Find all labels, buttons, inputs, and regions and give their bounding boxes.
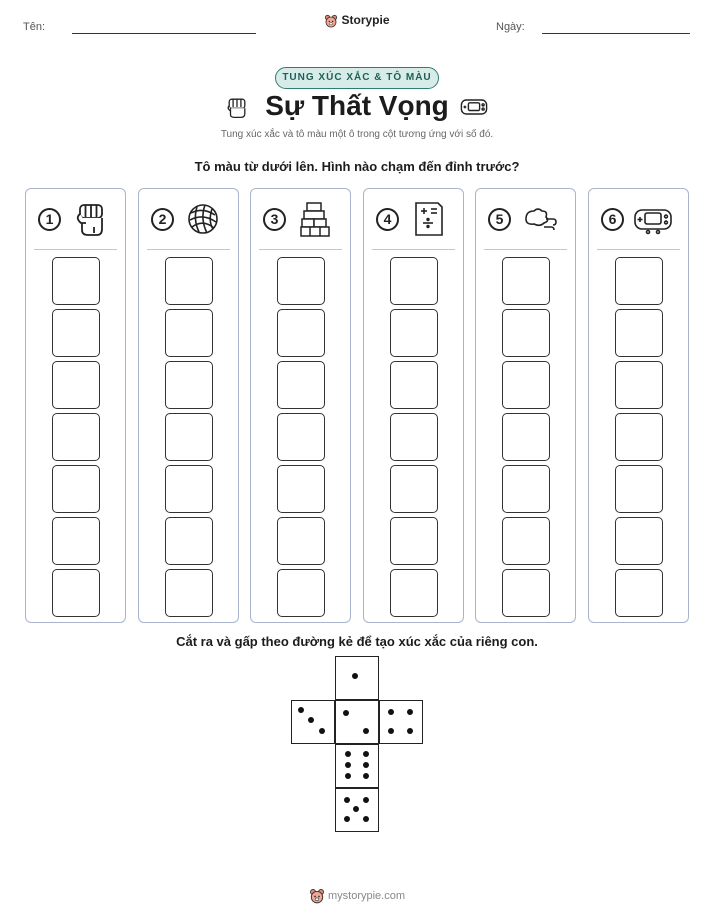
color-box[interactable] [615,257,663,305]
column-header [589,189,688,247]
color-box[interactable] [52,361,100,409]
bear-icon [309,888,325,904]
color-box[interactable] [165,309,213,357]
column-header [251,189,350,247]
die-pip [344,797,350,803]
math-worksheet-icon [408,199,448,239]
column-number: 5 [488,208,511,231]
color-box[interactable] [390,413,438,461]
dice-instruction: Cắt ra và gấp theo đường kẻ để tạo xúc xắc của riêng con. [176,634,538,649]
color-box[interactable] [615,361,663,409]
die-pip [363,751,369,757]
column-header [476,189,575,247]
column-number: 1 [38,208,61,231]
name-line [72,33,256,34]
die-face-6 [335,744,379,788]
column-2 [138,188,239,623]
color-box[interactable] [165,361,213,409]
page-subtitle: Tung xúc xắc và tô màu một ô trong cột tương ứng với số đó. [220,129,494,140]
color-box[interactable] [165,569,213,617]
die-pip [345,773,351,779]
color-box[interactable] [52,309,100,357]
name-label: Tên: [23,21,46,33]
die-pip [345,762,351,768]
color-box[interactable] [390,465,438,513]
die-pip [352,673,358,679]
color-box[interactable] [615,309,663,357]
wind-icon [520,199,560,239]
yarn-ball-icon [183,199,223,239]
color-box[interactable] [52,413,100,461]
color-box[interactable] [277,569,325,617]
footer-url[interactable]: mystorypie.com [327,889,406,902]
page-title: Sự Thất Vọng [265,90,449,121]
die-pip [407,728,413,734]
color-box[interactable] [277,257,325,305]
color-box[interactable] [52,517,100,565]
die-pip [343,710,349,716]
color-box[interactable] [502,309,550,357]
column-3 [250,188,351,623]
column-1 [25,188,126,623]
column-divider [372,249,455,250]
color-box[interactable] [52,569,100,617]
die-pip [363,773,369,779]
die-pip [353,806,359,812]
color-box[interactable] [165,413,213,461]
die-pip [407,709,413,715]
die-pip [363,797,369,803]
die-pip [345,751,351,757]
stacked-blocks-icon [295,199,335,239]
color-box[interactable] [165,465,213,513]
color-box[interactable] [52,257,100,305]
activity-badge: TUNG XÚC XẮC & TÔ MÀU [275,67,439,89]
column-divider [484,249,567,250]
color-box[interactable] [390,361,438,409]
color-box[interactable] [502,361,550,409]
die-pip [388,709,394,715]
column-number: 3 [263,208,286,231]
color-box[interactable] [390,569,438,617]
game-controller-icon [633,199,673,239]
game-controller-icon [460,96,488,118]
brand-logo [0,13,714,28]
color-box[interactable] [165,257,213,305]
die-pip [298,707,304,713]
column-number: 4 [376,208,399,231]
die-face-1 [335,656,379,700]
date-label: Ngày: [496,21,525,33]
column-header [139,189,238,247]
brand-name: Storypie [341,13,390,27]
column-5 [475,188,576,623]
column-header [364,189,463,247]
die-face-3 [291,700,335,744]
die-face-2 [335,700,379,744]
color-box[interactable] [502,257,550,305]
bear-icon [324,14,338,28]
column-4 [363,188,464,623]
color-box[interactable] [52,465,100,513]
column-divider [147,249,230,250]
column-number: 2 [151,208,174,231]
date-line [542,33,690,34]
color-box[interactable] [615,517,663,565]
fist-icon [70,199,110,239]
die-pip [344,816,350,822]
column-6 [588,188,689,623]
color-box[interactable] [502,465,550,513]
color-box[interactable] [277,517,325,565]
die-pip [308,717,314,723]
color-box[interactable] [277,413,325,461]
column-divider [597,249,680,250]
color-box[interactable] [615,465,663,513]
column-divider [259,249,342,250]
color-box[interactable] [277,361,325,409]
die-pip [363,762,369,768]
color-box[interactable] [615,569,663,617]
color-box[interactable] [502,413,550,461]
column-number: 6 [601,208,624,231]
color-box[interactable] [390,517,438,565]
color-box[interactable] [390,309,438,357]
color-box[interactable] [277,309,325,357]
color-box[interactable] [390,257,438,305]
die-face-4 [379,700,423,744]
die-pip [388,728,394,734]
die-face-5 [335,788,379,832]
color-box[interactable] [277,465,325,513]
color-box[interactable] [615,413,663,461]
color-box[interactable] [502,569,550,617]
footer [0,888,714,904]
column-divider [34,249,117,250]
color-box[interactable] [165,517,213,565]
color-box[interactable] [502,517,550,565]
die-pip [363,816,369,822]
die-pip [363,728,369,734]
coloring-instruction: Tô màu từ dưới lên. Hình nào chạm đến đỉnh trước? [194,159,520,174]
die-pip [319,728,325,734]
column-header [26,189,125,247]
